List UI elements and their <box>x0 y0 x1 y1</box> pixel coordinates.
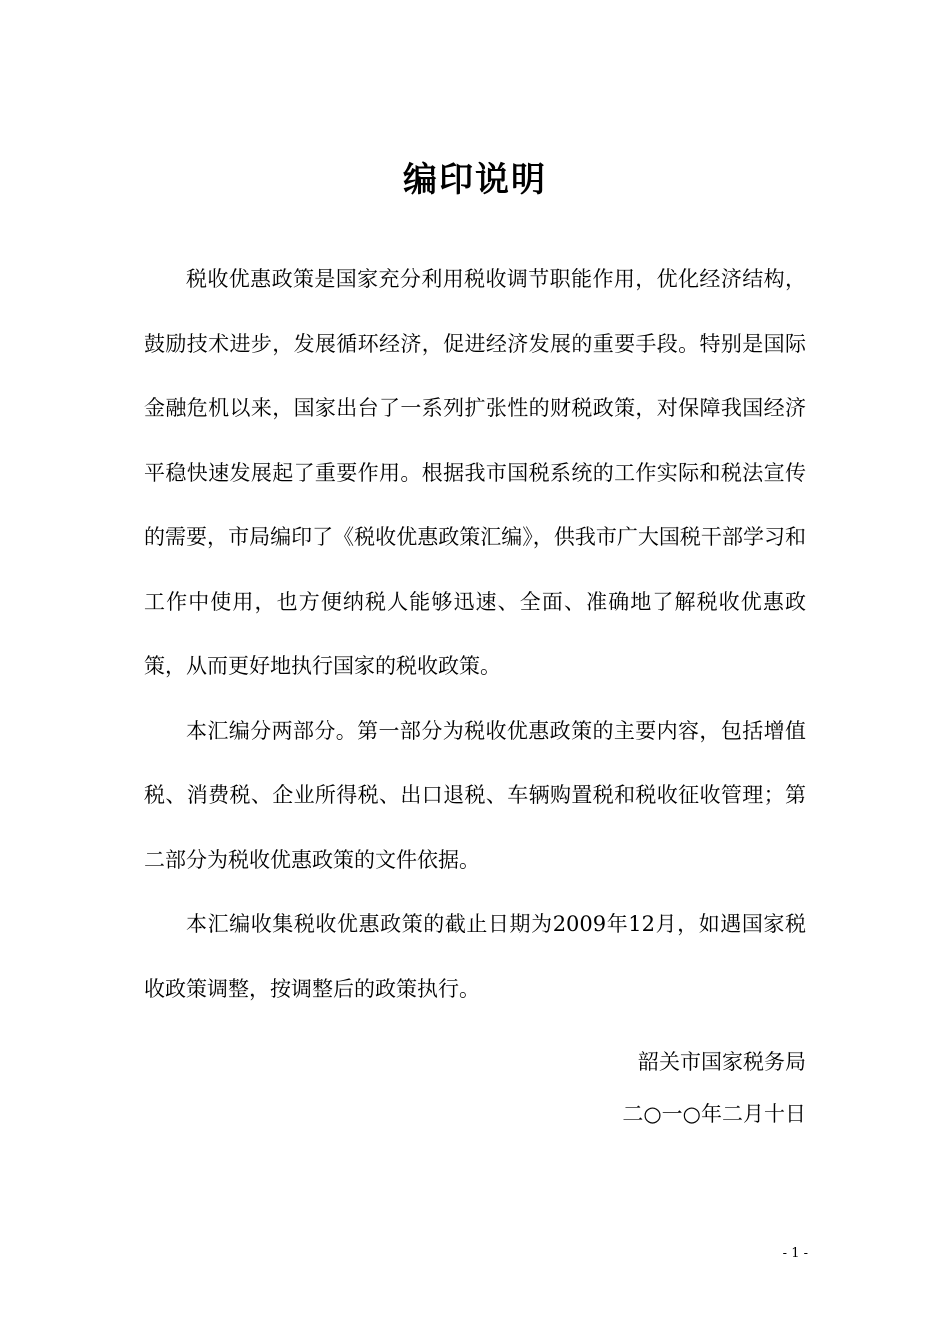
body-text <box>144 247 806 1021</box>
paragraph-cutoff-date: 本汇编收集税收优惠政策的截止日期为2009年12月，如遇国家税收政策调整，按调整后的政策执行。 <box>144 912 806 1001</box>
paragraph-intro: 税收优惠政策是国家充分利用税收调节职能作用，优化经济结构，鼓励技术进步，发展循环经济，促进经济发展的重要手段。特别是国际金融危机以来，国家出台了一系列扩张性的财税政策，对保障我国经济平稳快速发展起了重要作用。根据我市国税系统的工作实际和税法宣传的需要，市局编印了《税收优惠政策汇编》，供我市广大国税干部学习和工作中使用，也方便纳税人能够迅速、全面、准确地了解税收优惠政策，从而更好地执行国家的税收政策。 <box>144 267 806 678</box>
page-number: - 1 - <box>782 1246 808 1261</box>
paragraph-structure: 本汇编分两部分。第一部分为税收优惠政策的主要内容，包括增值税、消费税、企业所得税、出口退税、车辆购置税和税收征收管理；第二部分为税收优惠政策的文件依据。 <box>144 718 806 872</box>
signature-date: 二○一○年二月十日 <box>622 1102 806 1126</box>
page-title: 编印说明 <box>403 160 547 200</box>
signature-block <box>622 1036 806 1140</box>
signature-organization: 韶关市国家税务局 <box>638 1050 806 1074</box>
